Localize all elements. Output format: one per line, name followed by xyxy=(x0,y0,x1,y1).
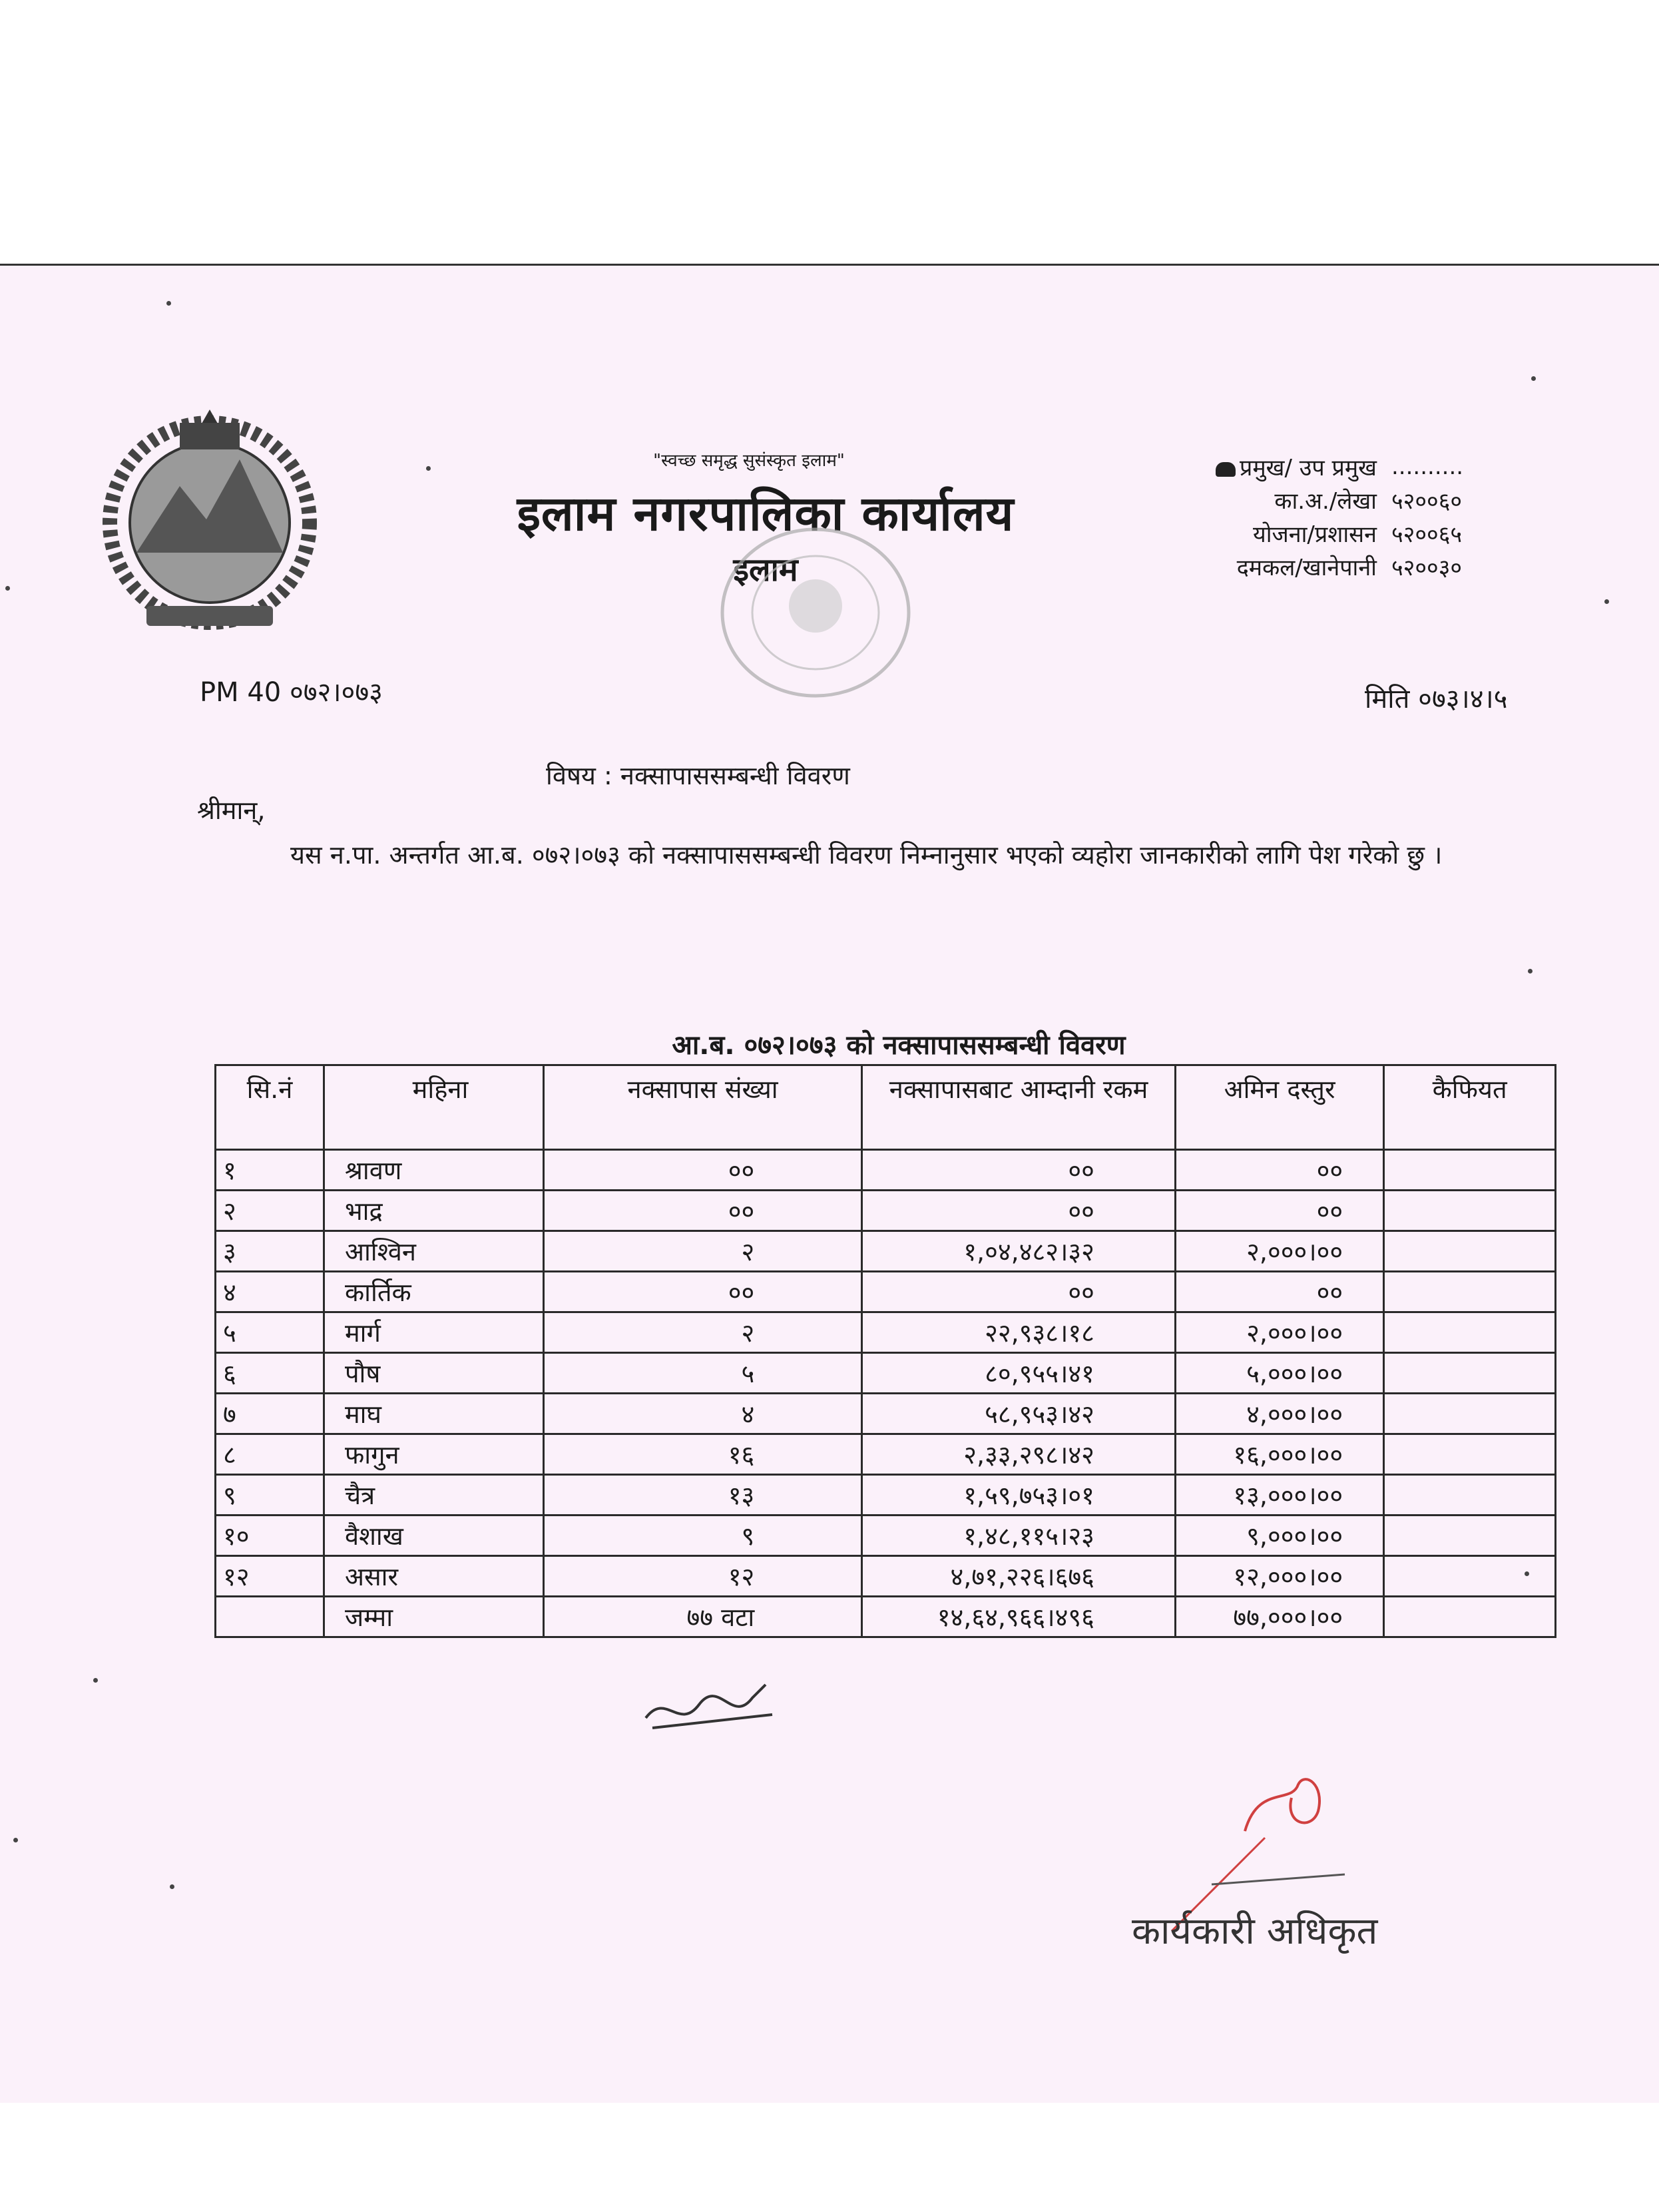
table-row xyxy=(216,1353,1556,1394)
table-cell xyxy=(1384,1231,1556,1272)
contact-row xyxy=(1145,517,1491,550)
table-cell: ७७,०००।०० xyxy=(1175,1597,1383,1637)
table-cell: २,०००।०० xyxy=(1175,1312,1383,1353)
table-cell: ५ xyxy=(216,1312,324,1353)
table-cell: कार्तिक xyxy=(324,1272,543,1312)
table-cell: भाद्र xyxy=(324,1191,543,1231)
table-cell: पौष xyxy=(324,1353,543,1394)
table-header-row xyxy=(216,1065,1556,1150)
table-row xyxy=(216,1475,1556,1516)
table-row xyxy=(216,1150,1556,1191)
table-cell: १ xyxy=(216,1150,324,1191)
office-stamp-icon xyxy=(706,519,925,712)
letter-body: यस न.पा. अन्तर्गत आ.ब. ०७२।०७३ को नक्सापाससम्बन्धी विवरण निम्नानुसार भएको व्यहोरा जानकारीको लागि पेश गरेको छु । xyxy=(290,840,1443,870)
signatory-title: कार्यकारी अधिकृत xyxy=(1132,1910,1378,1953)
table-cell: श्रावण xyxy=(324,1150,543,1191)
scan-speck xyxy=(1528,969,1533,973)
table-cell: ८ xyxy=(216,1434,324,1475)
table-cell xyxy=(1384,1597,1556,1637)
scan-speck xyxy=(426,466,431,471)
table-cell: ४,७१,२२६।६७६ xyxy=(862,1556,1176,1597)
table-cell: ०० xyxy=(543,1191,861,1231)
scan-speck xyxy=(1525,1571,1529,1576)
table-cell: फागुन xyxy=(324,1434,543,1475)
table-cell: ४ xyxy=(216,1272,324,1312)
phone-icon xyxy=(1216,462,1236,477)
column-header: महिना xyxy=(324,1065,543,1150)
contact-label: का.अ./लेखा xyxy=(1274,488,1377,515)
table-title: आ.ब. ०७२।०७३ को नक्सापाससम्बन्धी विवरण xyxy=(672,1030,1126,1061)
table-cell: ९ xyxy=(543,1516,861,1556)
table-cell: ५,०००।०० xyxy=(1175,1353,1383,1394)
table-row xyxy=(216,1556,1556,1597)
table-cell: १२ xyxy=(216,1556,324,1597)
table-cell: चैत्र xyxy=(324,1475,543,1516)
salutation: श्रीमान्, xyxy=(197,796,266,825)
table-cell xyxy=(1384,1353,1556,1394)
contact-row xyxy=(1145,450,1491,483)
table-cell: ०० xyxy=(1175,1272,1383,1312)
office-location: इलाम xyxy=(733,551,798,589)
table-cell: २ xyxy=(216,1191,324,1231)
table-cell xyxy=(1384,1475,1556,1516)
office-name: इलाम नगरपालिका कार्यालय xyxy=(517,485,1015,541)
scan-speck xyxy=(166,301,171,306)
table-row xyxy=(216,1231,1556,1272)
scan-speck xyxy=(93,1678,98,1683)
table-cell: १६,०००।०० xyxy=(1175,1434,1383,1475)
signature-mark xyxy=(639,1678,786,1738)
contact-label: योजना/प्रशासन xyxy=(1252,521,1377,548)
table-cell: २ xyxy=(543,1312,861,1353)
column-header: अमिन दस्तुर xyxy=(1175,1065,1383,1150)
contact-number: ५२००६० xyxy=(1391,488,1463,515)
table-row xyxy=(216,1597,1556,1637)
table-cell: ९ xyxy=(216,1475,324,1516)
table-cell: १२,०००।०० xyxy=(1175,1556,1383,1597)
table-cell: २,०००।०० xyxy=(1175,1231,1383,1272)
scan-edge-line xyxy=(0,264,1659,266)
contact-label: दमकल/खानेपानी xyxy=(1236,555,1377,581)
table-row xyxy=(216,1394,1556,1434)
scan-speck xyxy=(1531,376,1536,381)
table-cell: २२,९३८।१८ xyxy=(862,1312,1176,1353)
table-cell: ०० xyxy=(1175,1150,1383,1191)
office-motto: "स्वच्छ समृद्ध सुसंस्कृत इलाम" xyxy=(653,451,845,471)
table-cell: मार्ग xyxy=(324,1312,543,1353)
contact-list xyxy=(1145,450,1491,583)
table-cell: ०० xyxy=(1175,1191,1383,1231)
table-cell: माघ xyxy=(324,1394,543,1434)
contact-number: ५२००६५ xyxy=(1391,521,1463,548)
contact-row xyxy=(1145,550,1491,583)
table-cell xyxy=(1384,1434,1556,1475)
table-cell: ०० xyxy=(862,1272,1176,1312)
table-cell: १० xyxy=(216,1516,324,1556)
table-cell: २,३३,२९८।४२ xyxy=(862,1434,1176,1475)
table-cell: ९,०००।०० xyxy=(1175,1516,1383,1556)
table-cell: २ xyxy=(543,1231,861,1272)
table-cell: १३,०००।०० xyxy=(1175,1475,1383,1516)
column-header: नक्सापास संख्या xyxy=(543,1065,861,1150)
table-cell: १६ xyxy=(543,1434,861,1475)
table-cell xyxy=(216,1597,324,1637)
table-cell: १३ xyxy=(543,1475,861,1516)
table-cell xyxy=(1384,1312,1556,1353)
table-cell: ५८,९५३।४२ xyxy=(862,1394,1176,1434)
table-cell: ०० xyxy=(543,1150,861,1191)
scan-speck xyxy=(170,1884,174,1889)
table-cell: १२ xyxy=(543,1556,861,1597)
table-cell: ४,०००।०० xyxy=(1175,1394,1383,1434)
table-cell xyxy=(1384,1150,1556,1191)
table-row xyxy=(216,1434,1556,1475)
table-cell: ०० xyxy=(862,1150,1176,1191)
table-cell: वैशाख xyxy=(324,1516,543,1556)
table-cell: ७ xyxy=(216,1394,324,1434)
table-cell: ३ xyxy=(216,1231,324,1272)
table-cell: १,०४,४८२।३२ xyxy=(862,1231,1176,1272)
column-header: नक्सापासबाट आम्दानी रकम xyxy=(862,1065,1176,1150)
table-cell: १४,६४,९६६।४९६ xyxy=(862,1597,1176,1637)
table-row xyxy=(216,1272,1556,1312)
table-cell: १,५९,७५३।०१ xyxy=(862,1475,1176,1516)
column-header: सि.नं xyxy=(216,1065,324,1150)
table-cell: १,४८,११५।२३ xyxy=(862,1516,1176,1556)
table-cell xyxy=(1384,1394,1556,1434)
table-cell: ०० xyxy=(543,1272,861,1312)
contact-number: ५२००३० xyxy=(1391,555,1463,581)
contact-label: प्रमुख/ उप प्रमुख xyxy=(1240,455,1377,481)
table-cell: ५ xyxy=(543,1353,861,1394)
table-cell: ८०,९५५।४१ xyxy=(862,1353,1176,1394)
table-cell xyxy=(1384,1191,1556,1231)
table-cell: जम्मा xyxy=(324,1597,543,1637)
table-cell xyxy=(1384,1516,1556,1556)
reference-number: PM 40 ०७२।०७३ xyxy=(200,677,383,708)
table-row xyxy=(216,1191,1556,1231)
table-cell xyxy=(1384,1272,1556,1312)
data-table xyxy=(214,1064,1556,1638)
column-header: कैफियत xyxy=(1384,1065,1556,1150)
contact-row xyxy=(1145,483,1491,517)
table-cell: आश्विन xyxy=(324,1231,543,1272)
table-cell: ४ xyxy=(543,1394,861,1434)
contact-number: .......... xyxy=(1391,453,1464,480)
letter-subject: विषय : नक्सापाससम्बन्धी विवरण xyxy=(546,761,850,790)
table-cell xyxy=(1384,1556,1556,1597)
table-cell: असार xyxy=(324,1556,543,1597)
table-row xyxy=(216,1312,1556,1353)
table-cell: ०० xyxy=(862,1191,1176,1231)
table-cell: ७७ वटा xyxy=(543,1597,861,1637)
scan-speck xyxy=(5,586,10,591)
scan-speck xyxy=(1604,599,1609,604)
government-emblem-icon xyxy=(80,386,340,646)
letter-date: मिति ०७३।४।५ xyxy=(1365,684,1508,714)
table-row xyxy=(216,1516,1556,1556)
scan-speck xyxy=(13,1838,18,1842)
table-cell: ६ xyxy=(216,1353,324,1394)
